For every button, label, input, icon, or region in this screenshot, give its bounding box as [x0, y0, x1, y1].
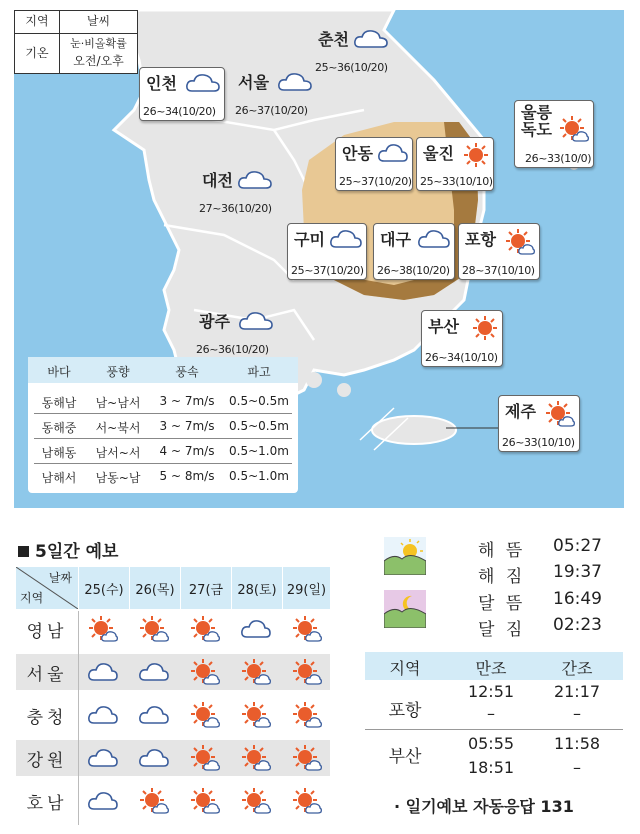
sun-cloud-icon — [130, 611, 178, 647]
city-name: 안동 — [342, 144, 373, 163]
sea-cell: 남서~서 — [95, 446, 141, 460]
city-gwangju — [193, 306, 277, 358]
city-temp: 25~36(10/20) — [315, 61, 388, 74]
tide-divider — [365, 729, 623, 730]
five-day-grid — [16, 567, 330, 825]
tide-low2: – — [573, 758, 581, 777]
moonrise-time: 16:49 — [553, 589, 602, 609]
sun-cloud-icon — [181, 783, 229, 819]
city-temp: 27~36(10/20) — [199, 202, 272, 215]
tide-high1: 05:55 — [467, 734, 515, 753]
city-daejeon — [196, 165, 276, 217]
cloud-icon — [130, 654, 178, 690]
city-temp: 26~33(10/0) — [525, 152, 592, 165]
tide-high2: – — [487, 704, 495, 723]
city-temp: 28~37(10/10) — [462, 264, 535, 277]
sun-cloud-icon — [232, 740, 280, 776]
cloud-icon — [378, 142, 408, 168]
moonrise-label: 달 뜸 — [478, 594, 526, 614]
sun-cloud-icon — [181, 740, 229, 776]
sun-cloud-icon — [283, 654, 331, 690]
sea-cell: 서~북서 — [95, 421, 141, 435]
cloud-icon — [354, 28, 388, 54]
day-header: 26(목) — [130, 567, 180, 609]
sea-forecast-table — [28, 357, 298, 493]
sea-cell: 남해동 — [41, 446, 77, 460]
sun-cloud-icon — [505, 228, 535, 260]
sea-cell: 남동~남 — [95, 471, 141, 485]
corner-date-label: 날짜 — [48, 571, 72, 585]
sun-cloud-icon — [130, 783, 178, 819]
city-chuncheon — [312, 24, 392, 76]
sea-header-speed: 풍속 — [175, 365, 199, 379]
sea-header-direction: 풍향 — [106, 365, 130, 379]
sunrise-time: 05:27 — [553, 536, 602, 556]
cloud-icon — [130, 697, 178, 733]
cloud-icon — [186, 72, 220, 98]
cloud-icon — [232, 611, 280, 647]
tide-header-region: 지역 — [389, 659, 421, 678]
cloud-icon — [79, 654, 127, 690]
city-temp: 25~33(10/10) — [420, 175, 493, 188]
sunset-label: 해 짐 — [478, 567, 526, 587]
city-incheon — [139, 67, 225, 121]
sea-cell: 3 ~ 7m/s — [159, 419, 215, 433]
cloud-icon — [79, 783, 127, 819]
city-busan — [421, 310, 503, 367]
forecast-region: 서울 — [26, 664, 68, 685]
sun-icon — [472, 315, 498, 345]
city-temp: 26~38(10/20) — [377, 264, 450, 277]
sea-cell: 동해남 — [41, 396, 77, 410]
city-temp: 25~37(10/20) — [339, 175, 412, 188]
sun-cloud-icon — [79, 611, 127, 647]
sea-header-area: 바다 — [47, 365, 71, 379]
city-daegu — [373, 223, 455, 280]
city-temp: 26~36(10/20) — [196, 343, 269, 356]
city-seoul — [232, 67, 316, 119]
city-name: 울진 — [423, 144, 454, 163]
tide-high1: 12:51 — [467, 682, 515, 701]
moon-icon — [384, 590, 426, 632]
city-uljin — [416, 137, 494, 191]
sun-cloud-icon — [545, 400, 575, 432]
tide-low2: – — [573, 704, 581, 723]
sun-cloud-icon — [283, 783, 331, 819]
grid-divider — [78, 611, 79, 825]
sea-cell: 0.5~1.0m — [229, 469, 289, 483]
sun-cloud-icon — [283, 740, 331, 776]
sea-cell: 0.5~1.0m — [229, 444, 289, 458]
forecast-region: 강원 — [26, 750, 68, 771]
city-name: 대전 — [202, 171, 233, 190]
sun-icon — [463, 142, 489, 172]
phone-forecast-note: · 일기예보 자동응답 131 — [394, 797, 574, 816]
sea-divider — [34, 463, 292, 464]
tide-low1: 21:17 — [553, 682, 601, 701]
sun-cloud-icon — [232, 783, 280, 819]
five-day-title: 5일간 예보 — [18, 537, 118, 562]
sea-cell: 4 ~ 7m/s — [159, 444, 215, 458]
city-pohang — [458, 223, 540, 280]
city-temp: 26~34(10/20) — [143, 105, 216, 118]
sea-divider — [34, 438, 292, 439]
city-ulleung — [514, 100, 594, 168]
city-name: 대구 — [380, 230, 411, 249]
sea-cell: 5 ~ 8m/s — [159, 469, 215, 483]
city-temp: 25~37(10/20) — [291, 264, 364, 277]
sea-cell: 동해중 — [41, 421, 77, 435]
city-name: 인천 — [146, 74, 177, 93]
day-header: 29(일) — [283, 567, 330, 609]
cloud-icon — [79, 740, 127, 776]
sea-cell: 0.5~0.5m — [229, 419, 289, 433]
cloud-icon — [278, 71, 312, 97]
sea-cell: 3 ~ 7m/s — [159, 394, 215, 408]
corner-region-label: 지역 — [20, 591, 44, 605]
legend-temp: 기온 — [15, 34, 60, 73]
legend-weather: 날씨 — [60, 11, 137, 34]
city-name: 서울 — [238, 73, 269, 92]
tide-high2: 18:51 — [467, 758, 515, 777]
city-name: 광주 — [199, 312, 230, 331]
cloud-icon — [239, 310, 273, 336]
city-temp: 26~37(10/20) — [235, 104, 308, 117]
city-temp: 26~34(10/10) — [425, 351, 498, 364]
city-name: 구미 — [294, 230, 325, 249]
cloud-icon — [418, 228, 450, 254]
sun-cloud-icon — [559, 115, 589, 147]
city-gumi — [287, 223, 367, 280]
sea-header-wave: 파고 — [247, 365, 271, 379]
moonset-time: 02:23 — [553, 615, 602, 635]
moonset-label: 달 짐 — [478, 620, 526, 640]
city-name: 춘천 — [318, 30, 349, 49]
city-name: 부산 — [428, 317, 459, 336]
tide-header-high: 만조 — [475, 659, 507, 678]
map-legend — [14, 10, 138, 74]
bullet-square-icon — [18, 546, 29, 557]
sunset-time: 19:37 — [553, 562, 602, 582]
city-name: 포항 — [465, 230, 496, 249]
sun-cloud-icon — [181, 654, 229, 690]
day-header: 28(토) — [232, 567, 282, 609]
sun-cloud-icon — [232, 697, 280, 733]
sun-cloud-icon — [232, 654, 280, 690]
sea-divider — [34, 413, 292, 414]
tide-region: 부산 — [388, 747, 422, 767]
legend-precip: 눈·비올확률 — [70, 36, 127, 50]
sun-cloud-icon — [283, 697, 331, 733]
legend-region: 지역 — [15, 11, 60, 34]
city-name: 울릉 독도 — [521, 103, 552, 139]
sea-cell: 남~남서 — [95, 396, 141, 410]
sun-cloud-icon — [283, 611, 331, 647]
sunrise-label: 해 뜸 — [478, 541, 526, 561]
forecast-region: 호남 — [26, 793, 68, 814]
city-temp: 26~33(10/10) — [502, 436, 575, 449]
legend-ampm: 오전/오후 — [73, 54, 124, 69]
city-jeju — [498, 395, 580, 452]
grid-corner — [16, 567, 78, 609]
sun-cloud-icon — [181, 611, 229, 647]
forecast-region: 충청 — [26, 707, 68, 728]
cloud-icon — [330, 228, 362, 254]
cloud-icon — [79, 697, 127, 733]
sea-cell: 남해서 — [41, 471, 77, 485]
sun-cloud-icon — [181, 697, 229, 733]
sea-cell: 0.5~0.5m — [229, 394, 289, 408]
sunrise-icon — [384, 537, 426, 579]
tide-region: 포항 — [388, 701, 422, 721]
day-header: 27(금 — [181, 567, 231, 609]
forecast-region: 영남 — [26, 621, 68, 642]
tide-header-low: 간조 — [561, 659, 593, 678]
cloud-icon — [130, 740, 178, 776]
tide-low1: 11:58 — [553, 734, 601, 753]
city-andong — [335, 137, 413, 191]
cloud-icon — [238, 169, 272, 195]
day-header: 25(수) — [79, 567, 129, 609]
city-name: 제주 — [505, 402, 536, 421]
